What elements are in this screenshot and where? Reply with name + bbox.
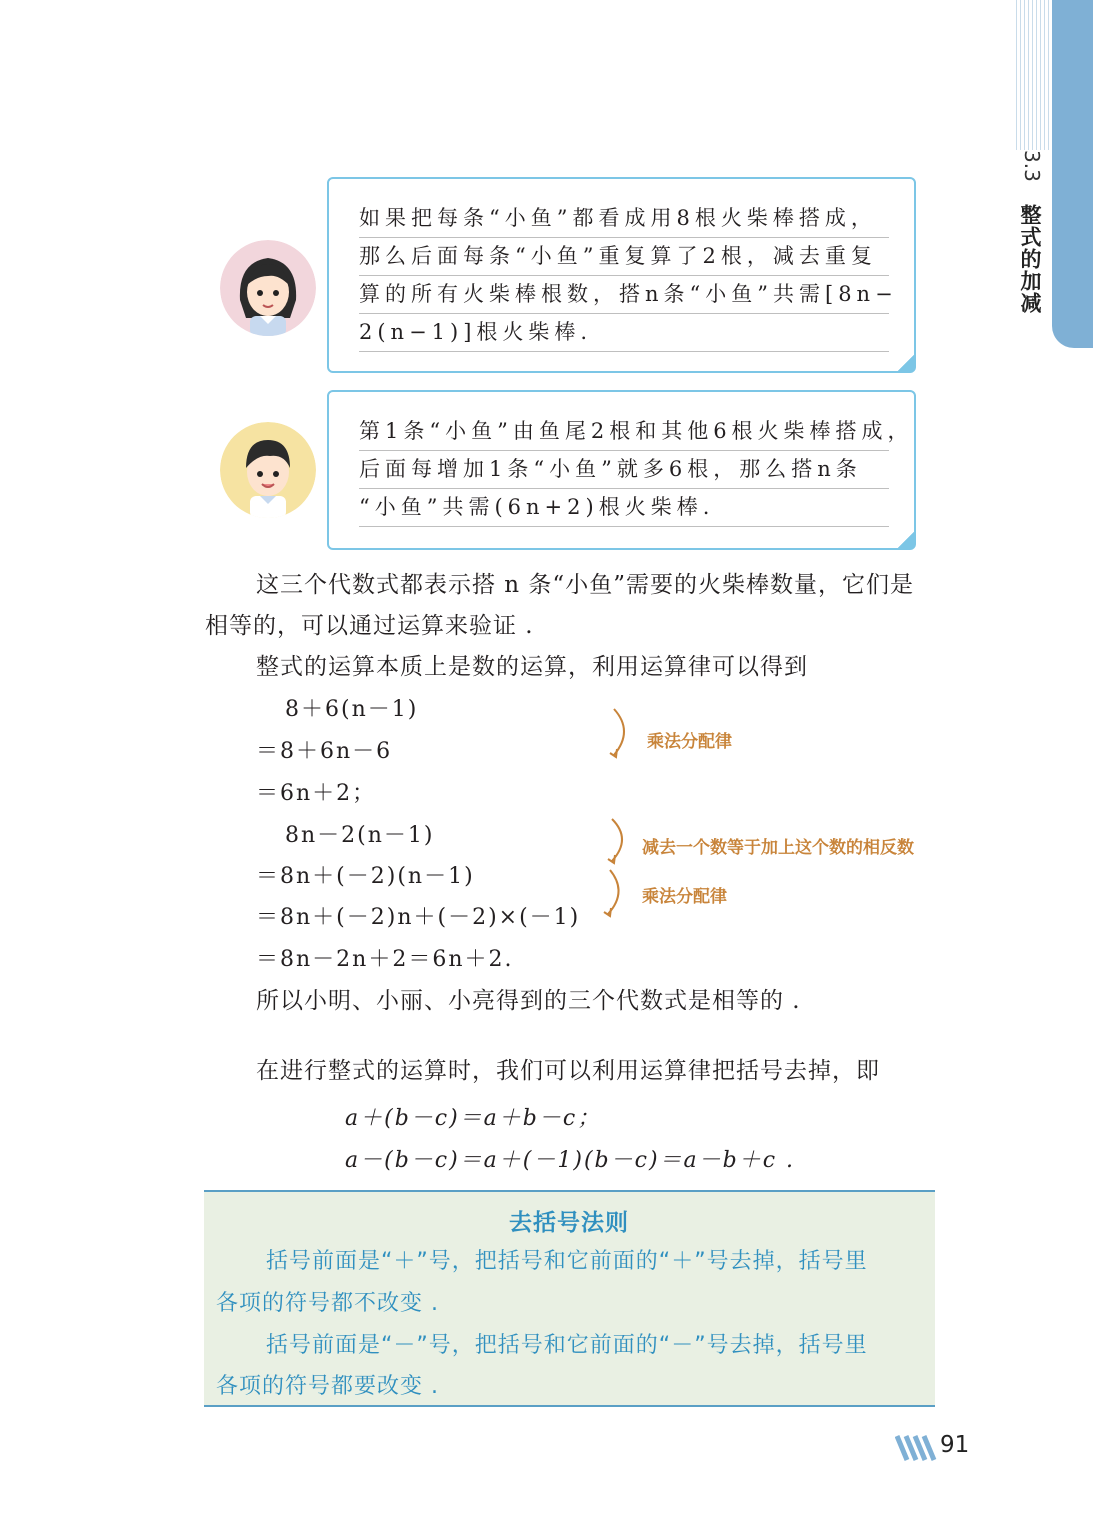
girl-avatar [220,240,316,336]
page-number: 91 [940,1432,970,1458]
speech-bubble-girl [327,177,916,373]
speech-bubble-boy [327,390,916,550]
conclusion: 所以小明、小丽、小亮得到的三个代数式是相等的 . [256,988,801,1014]
rule-line: 各项的符号都不改变 . [216,1291,439,1316]
paragraph-line: 整式的运算本质上是数的运算，利用运算律可以得到 [256,654,808,680]
rule-box [204,1190,935,1407]
annotation-note: 减去一个数等于加上这个数的相反数 [642,838,914,858]
arrow-curve-icon [600,815,640,870]
paragraph-line: 在进行整式的运算时，我们可以利用运算律把括号去掉，即 [256,1058,880,1084]
annotation-note: 乘法分配律 [642,887,727,907]
annotation-note: 乘法分配律 [647,732,732,752]
bubble-line: 第1条“小鱼”由鱼尾2根和其他6根火柴棒搭成， [359,412,889,451]
arrow-curve-icon [596,866,636,921]
bubble-line: 后面每增加1条“小鱼”就多6根，那么搭n条 [359,450,889,489]
calc-line: ＝6n＋2； [256,781,377,806]
chapter-title: 整式的加减 [1018,204,1042,314]
calc-line: ＝8＋6n－6 [256,739,393,764]
boy-avatar [220,422,316,518]
arrow-curve-icon [600,705,640,765]
rule-title: 去括号法则 [509,1210,629,1236]
rule-line: 括号前面是“＋”号，把括号和它前面的“＋”号去掉，括号里 [266,1249,868,1274]
paragraph-line: 相等的，可以通过运算来验证 . [205,613,534,639]
bubble-line: 2(n−1)]根火柴棒. [359,313,889,352]
calc-line: 8n－2(n－1) [285,823,435,848]
calc-line: ＝8n－2n＋2＝6n＋2. [256,947,514,972]
bubble-line: 如果把每条“小鱼”都看成用8根火柴棒搭成， [359,199,889,238]
bubble-line: 算的所有火柴棒根数，搭n条“小鱼”共需[8n− [359,275,889,314]
calc-line: 8＋6(n－1) [285,697,419,722]
bubble-line: 那么后面每条“小鱼”重复算了2根，减去重复 [359,237,889,276]
paragraph-line: 这三个代数式都表示搭 n 条“小鱼”需要的火柴棒数量，它们是 [256,572,914,598]
calc-line: ＝8n＋(－2)n＋(－2)×(－1) [256,905,581,930]
formula: a＋(b－c)＝a＋b－c； [345,1106,602,1131]
rule-line: 各项的符号都要改变 . [216,1374,439,1399]
page-stripes-icon [895,1434,937,1462]
chapter-tab [1052,0,1093,348]
rule-line: 括号前面是“－”号，把括号和它前面的“－”号去掉，括号里 [266,1333,868,1358]
formula: a－(b－c)＝a＋(－1)(b－c)＝a－b＋c . [345,1148,796,1173]
bubble-line: “小鱼”共需(6n+2)根火柴棒. [359,488,889,527]
calc-line: ＝8n＋(－2)(n－1) [256,864,475,889]
chapter-number: 3.3 [1020,150,1044,182]
